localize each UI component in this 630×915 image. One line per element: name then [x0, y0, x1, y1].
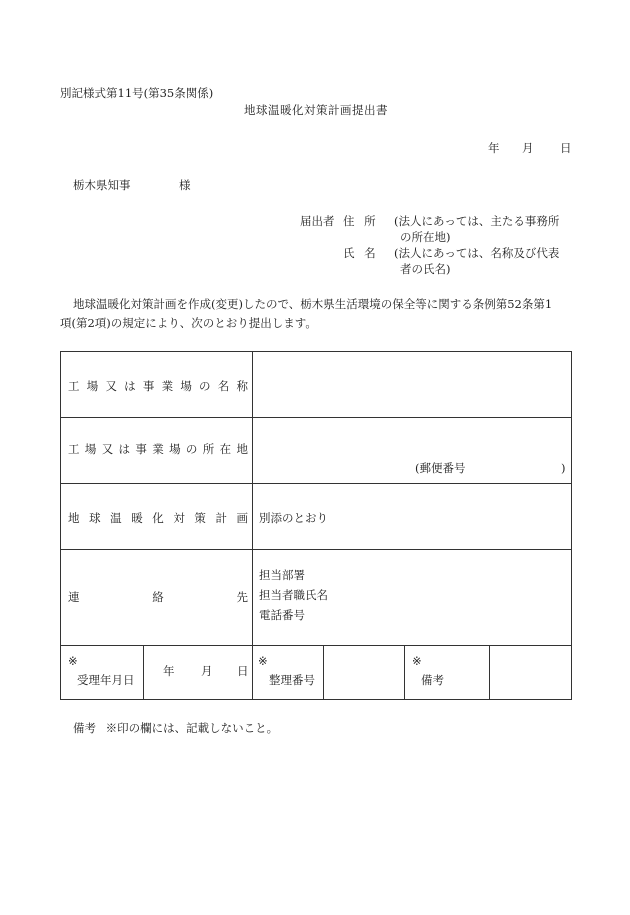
date-year: 年	[488, 141, 500, 155]
honorific: 様	[179, 178, 191, 192]
date-day: 日	[560, 141, 572, 155]
contact-row	[61, 549, 571, 646]
received-year: 年	[163, 664, 175, 678]
recipient: 栃木県知事	[73, 178, 131, 192]
postal-code-close: )	[561, 461, 566, 475]
contact-phone[interactable]: 電話番号	[259, 608, 305, 622]
form-table	[60, 351, 572, 700]
ref-mark: ※	[258, 654, 268, 668]
contact-label: 連 絡 先	[68, 590, 248, 604]
document-title: 地球温暖化対策計画提出書	[244, 103, 388, 117]
submitter-label: 届出者	[300, 214, 335, 228]
body-text-line1: 地球温暖化対策計画を作成(変更)したので、栃木県生活環境の保全等に関する条例第52条第1	[73, 297, 553, 311]
plan-value: 別添のとおり	[259, 511, 328, 525]
plan-label: 地 球 温 暖 化 対 策 計 画	[68, 511, 248, 525]
name-note-cont: 者の氏名)	[400, 262, 451, 276]
date-month: 月	[522, 141, 534, 155]
footer-note: 備考 ※印の欄には、記載しないこと。	[73, 721, 279, 735]
name-label: 氏 名	[343, 246, 376, 260]
facility-name-label: 工 場 又 は 事 業 場 の 名 称	[68, 379, 248, 393]
name-note: (法人にあっては、名称及び代表	[394, 246, 560, 260]
postal-code-open[interactable]: (郵便番号	[415, 461, 466, 475]
remarks-mark: ※	[412, 654, 422, 668]
received-day: 日	[237, 664, 249, 678]
received-month: 月	[201, 664, 213, 678]
body-text-line2: 項(第2項)の規定により、次のとおり提出します。	[60, 316, 317, 330]
form-number: 別記様式第11号(第35条関係)	[60, 86, 214, 100]
plan-row	[61, 483, 571, 550]
office-use-row	[61, 645, 571, 699]
facility-location-row	[61, 417, 571, 484]
received-date-label: 受理年月日	[77, 673, 135, 687]
address-note: (法人にあっては、主たる事務所	[394, 214, 560, 228]
contact-department[interactable]: 担当部署	[259, 568, 305, 582]
remarks-label: 備考	[421, 673, 444, 687]
received-mark: ※	[68, 654, 78, 668]
contact-person[interactable]: 担当者職氏名	[259, 588, 328, 602]
address-label: 住 所	[343, 214, 376, 228]
address-note-cont: の所在地)	[400, 230, 451, 244]
facility-location-label: 工 場 又 は 事 業 場 の 所 在 地	[68, 442, 248, 456]
facility-name-row	[61, 352, 571, 418]
ref-number-label: 整理番号	[269, 673, 315, 687]
